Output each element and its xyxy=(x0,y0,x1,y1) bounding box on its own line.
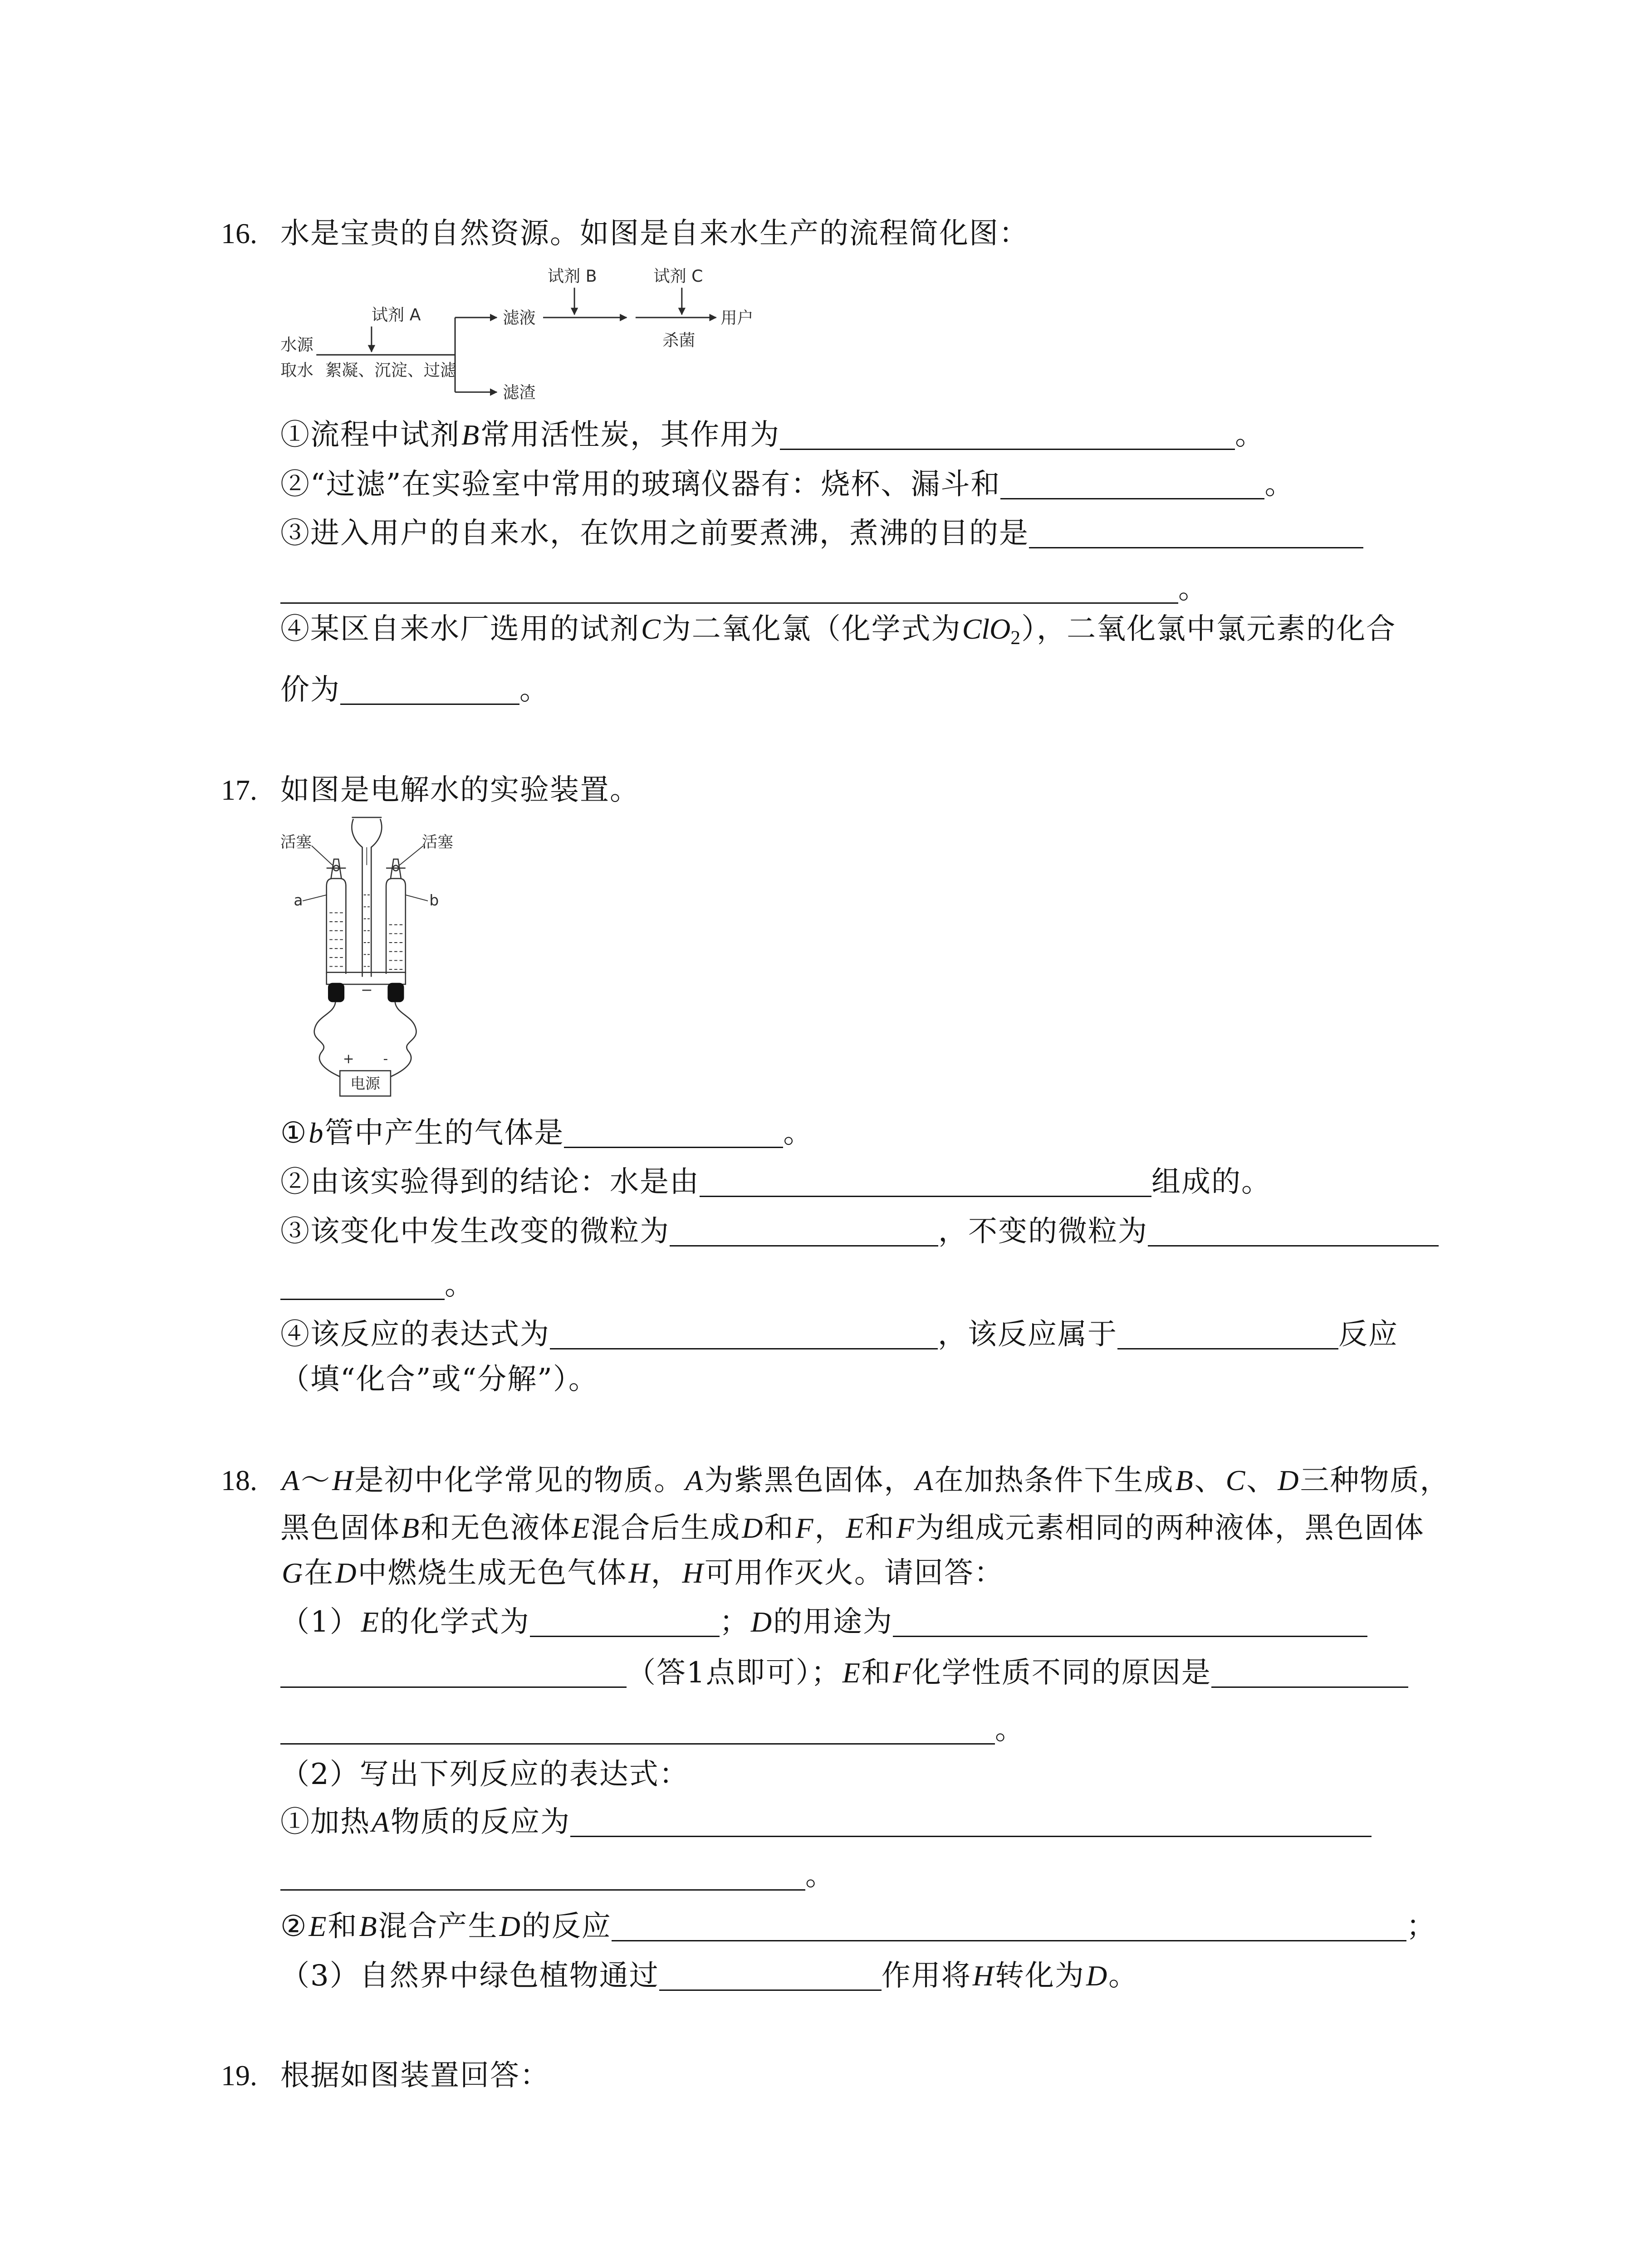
italic-variable: B xyxy=(402,1512,420,1544)
reagent-c-label: 试剂 C xyxy=(653,266,703,286)
italic-variable: B xyxy=(461,419,480,451)
right-tube-water xyxy=(389,925,403,970)
question-text: 物质的反应为 xyxy=(391,1805,571,1839)
q16-stem: 水是宝贵的自然资源。如图是自来水生产的流程简化图： xyxy=(280,217,1029,250)
formula-main: ClO xyxy=(962,613,1011,645)
tube-b-leader xyxy=(406,895,428,901)
q17-item-1 xyxy=(280,1116,813,1150)
question-text: 混合产生 xyxy=(378,1910,498,1943)
italic-variable: A xyxy=(282,1464,300,1496)
center-tube-water xyxy=(364,895,370,967)
answer-blank xyxy=(550,1325,938,1349)
q16-item-2 xyxy=(280,470,1294,499)
italic-variable: F xyxy=(795,1512,813,1544)
chemical-formula-clo2 xyxy=(962,615,1020,652)
italic-variable: D xyxy=(1086,1960,1107,1992)
q18-sub-1 xyxy=(280,1605,1367,1639)
q18-stem-line-3 xyxy=(280,1556,1004,1590)
stopcock-right-label: 活塞 xyxy=(421,833,453,851)
q16-item-3 xyxy=(280,519,1363,548)
question-text: 化学性质不同的原因是 xyxy=(911,1656,1211,1690)
italic-variable: B xyxy=(359,1910,377,1942)
question-text: 为组成元素相同的两种液体，黑色固体 xyxy=(915,1511,1425,1545)
answer-blank xyxy=(340,681,519,705)
answer-blank xyxy=(280,580,1178,604)
residue-label: 滤渣 xyxy=(503,382,536,402)
question-text: ②“过滤”在实验室中常用的玻璃仪器有：烧杯、漏斗和 xyxy=(280,468,1001,501)
answer-blank xyxy=(280,1664,627,1688)
q18-sub-3 xyxy=(280,1959,1139,1993)
question-text: （1） xyxy=(280,1605,360,1639)
water-treatment-flow-diagram xyxy=(269,261,776,410)
question-text: 混合后生成 xyxy=(591,1511,741,1545)
italic-variable: C xyxy=(641,613,661,645)
q16-item-4 xyxy=(280,612,1396,652)
negative-terminal-label: - xyxy=(383,1051,388,1067)
italic-variable: A xyxy=(685,1464,703,1496)
q16-number: 16. xyxy=(221,217,257,249)
question-text: （3）自然界中绿色植物通过 xyxy=(280,1959,659,1993)
italic-variable: H xyxy=(332,1464,353,1496)
question-text: 和 xyxy=(865,1511,895,1545)
punctuation: 。 xyxy=(995,1713,1025,1746)
q17-item-3 xyxy=(280,1217,1439,1246)
filtrate-label: 滤液 xyxy=(503,308,536,328)
italic-variable: H xyxy=(682,1557,703,1589)
q18-sub-1-continued xyxy=(280,1656,1408,1690)
question-text: ，该反应属于 xyxy=(938,1318,1117,1351)
q19-stem: 根据如图装置回答： xyxy=(280,2059,550,2092)
question-text: 可用作灭火。请回答： xyxy=(704,1556,1004,1590)
q18-sub-2-item-1 xyxy=(280,1805,1372,1839)
question-text: 黑色固体 xyxy=(280,1511,400,1545)
answer-blank xyxy=(670,1222,938,1246)
q18-stem-line-1 xyxy=(280,1466,1450,1495)
punctuation: 。 xyxy=(1178,572,1208,606)
answer-blank xyxy=(1029,524,1363,548)
tube-a-leader xyxy=(303,895,327,901)
italic-variable: G xyxy=(282,1557,303,1589)
reagent-a-label: 试剂 A xyxy=(371,305,421,325)
question-text: ，不变的微粒为 xyxy=(938,1215,1148,1248)
italic-variable: F xyxy=(896,1512,914,1544)
question-text: 的化学式为 xyxy=(380,1605,530,1639)
question-text: ①流程中试剂 xyxy=(280,418,460,452)
italic-variable: D xyxy=(750,1606,772,1638)
italic-variable: E xyxy=(846,1512,864,1544)
right-tube xyxy=(386,879,406,974)
italic-variable: b xyxy=(309,1117,323,1149)
left-stopcock-leader xyxy=(312,846,333,865)
q18-sub-1-continued-2 xyxy=(280,1715,1025,1744)
q18-sub-2-item-1-continued xyxy=(280,1861,835,1890)
question-text: 反应 xyxy=(1338,1318,1398,1351)
italic-variable: E xyxy=(572,1512,590,1544)
italic-variable: F xyxy=(892,1657,911,1689)
q19-number: 19. xyxy=(221,2059,257,2092)
answer-blank xyxy=(893,1613,1367,1637)
question-text: 为紫黑色固体， xyxy=(704,1464,914,1497)
answer-blank xyxy=(700,1173,1151,1197)
answer-blank xyxy=(530,1613,720,1637)
power-supply-label: 电源 xyxy=(350,1075,380,1092)
answer-blank xyxy=(280,1721,995,1745)
q18-sub-2-heading: （2）写出下列反应的表达式： xyxy=(280,1758,689,1791)
answer-blank xyxy=(1148,1222,1439,1246)
question-text: ②由该实验得到的结论：水是由 xyxy=(280,1165,700,1199)
italic-variable: A xyxy=(915,1464,933,1496)
punctuation: 。 xyxy=(445,1268,475,1302)
answer-blank xyxy=(1117,1325,1338,1349)
right-electrode xyxy=(387,983,404,1002)
italic-variable: E xyxy=(361,1606,379,1638)
left-tube-water xyxy=(329,913,343,966)
question-text: ～ xyxy=(301,1464,331,1497)
question-text: 和 xyxy=(861,1656,892,1690)
question-text: 管中产生的气体是 xyxy=(324,1116,564,1150)
right-stopcock-nozzle xyxy=(391,859,401,879)
italic-variable: D xyxy=(335,1557,357,1589)
italic-variable: D xyxy=(499,1910,520,1942)
question-text: 作用将 xyxy=(881,1959,971,1993)
punctuation: 。 xyxy=(1264,468,1295,501)
q17-number: 17. xyxy=(221,774,257,806)
italic-variable: E xyxy=(842,1657,860,1689)
q17-item-4-continued xyxy=(280,1365,598,1394)
question-text: ④某区自来水厂选用的试剂 xyxy=(280,612,640,646)
question-text: 的用途为 xyxy=(773,1605,893,1639)
punctuation: 。 xyxy=(783,1116,813,1150)
question-text: ② xyxy=(280,1910,308,1943)
answer-blank xyxy=(564,1124,783,1148)
punctuation: 。 xyxy=(1108,1959,1139,1993)
question-text: ③进入用户的自来水，在饮用之前要煮沸，煮沸的目的是 xyxy=(280,517,1029,550)
question-text: 的反应 xyxy=(521,1910,612,1943)
question-text: 和 xyxy=(764,1511,794,1545)
tube-a-label: a xyxy=(294,891,303,909)
italic-variable: H xyxy=(628,1557,650,1589)
water-source-label: 水源 xyxy=(280,335,314,355)
answer-blank xyxy=(659,1967,882,1991)
stopcock-left-label: 活塞 xyxy=(280,833,312,851)
q18-number: 18. xyxy=(221,1464,257,1496)
answer-blank xyxy=(280,1276,445,1300)
italic-variable: D xyxy=(1278,1464,1299,1496)
question-text: （填“化合”或“分解”）。 xyxy=(280,1363,598,1396)
left-electrode xyxy=(328,983,344,1002)
question-text: ③该变化中发生改变的微粒为 xyxy=(280,1215,670,1248)
italic-variable: C xyxy=(1225,1464,1245,1496)
q16-item-4-continued xyxy=(280,673,549,707)
left-stopcock-nozzle xyxy=(331,859,342,879)
punctuation: 。 xyxy=(805,1859,835,1892)
q17-item-3-continued xyxy=(280,1268,475,1302)
question-text: ， xyxy=(814,1511,845,1545)
question-text: 三种物质， xyxy=(1300,1464,1450,1497)
right-stopcock-leader xyxy=(400,846,424,865)
question-text: ， xyxy=(651,1556,681,1590)
question-text: 是初中化学常见的物质。 xyxy=(354,1464,684,1497)
right-wire xyxy=(391,1002,416,1076)
italic-variable: B xyxy=(1175,1464,1193,1496)
q17-stem: 如图是电解水的实验装置。 xyxy=(280,773,640,807)
punctuation: 。 xyxy=(519,673,549,707)
answer-blank xyxy=(570,1813,1372,1837)
q17-item-4 xyxy=(280,1320,1398,1349)
italic-variable: A xyxy=(372,1806,390,1838)
positive-terminal-label: + xyxy=(343,1051,354,1067)
process-steps-label: 絮凝、沉淀、过滤 xyxy=(325,360,457,380)
question-text: 价为 xyxy=(280,673,340,707)
question-text: ① xyxy=(280,1116,308,1150)
italic-variable: D xyxy=(742,1512,763,1544)
formula-subscript: 2 xyxy=(1010,627,1021,649)
answer-blank xyxy=(280,1867,805,1891)
question-text: 、 xyxy=(1194,1464,1225,1497)
user-label: 用户 xyxy=(720,308,754,328)
funnel-left-wall xyxy=(352,819,362,977)
punctuation: ； xyxy=(1406,1910,1436,1943)
answer-blank xyxy=(780,426,1235,450)
answer-blank xyxy=(1211,1664,1408,1688)
q16-item-1 xyxy=(280,420,1265,450)
question-text: ①加热 xyxy=(280,1805,370,1839)
tube-b-label: b xyxy=(429,891,439,909)
question-text: ④该反应的表达式为 xyxy=(280,1318,550,1351)
bottom-connector-tube xyxy=(327,973,406,984)
left-tube xyxy=(327,879,346,974)
q16-item-3-continued xyxy=(280,572,1208,606)
electrolysis-apparatus-diagram xyxy=(276,813,470,1104)
italic-variable: E xyxy=(309,1910,327,1942)
funnel-right-wall xyxy=(371,819,382,977)
reagent-b-label: 试剂 B xyxy=(547,266,597,286)
italic-variable: H xyxy=(972,1960,994,1992)
punctuation: 。 xyxy=(1235,418,1265,452)
question-text: 、 xyxy=(1246,1464,1277,1497)
q17-item-2 xyxy=(280,1165,1271,1199)
punctuation: ； xyxy=(719,1605,749,1639)
q18-stem-line-2 xyxy=(280,1511,1425,1545)
question-text: 在 xyxy=(304,1556,334,1590)
question-text: 转化为 xyxy=(994,1959,1085,1993)
question-text: 和无色液体 xyxy=(421,1511,571,1545)
question-text: 组成的。 xyxy=(1151,1165,1271,1199)
question-text: （答1点即可）； xyxy=(627,1656,841,1690)
take-water-label: 取水 xyxy=(280,360,314,380)
question-text: ），二氧化氯中氯元素的化合 xyxy=(1021,612,1396,646)
sterilize-label: 杀菌 xyxy=(662,330,696,350)
answer-blank xyxy=(612,1917,1406,1941)
left-wire xyxy=(314,1002,340,1076)
answer-blank xyxy=(1000,475,1264,499)
q18-sub-2-item-2 xyxy=(280,1912,1436,1941)
question-text: 常用活性炭，其作用为 xyxy=(480,418,780,452)
question-text: 为二氧化氯（化学式为 xyxy=(661,612,961,646)
question-text: 和 xyxy=(328,1910,358,1943)
question-text: 在加热条件下生成 xyxy=(934,1464,1174,1497)
question-text: 中燃烧生成无色气体 xyxy=(358,1556,627,1590)
